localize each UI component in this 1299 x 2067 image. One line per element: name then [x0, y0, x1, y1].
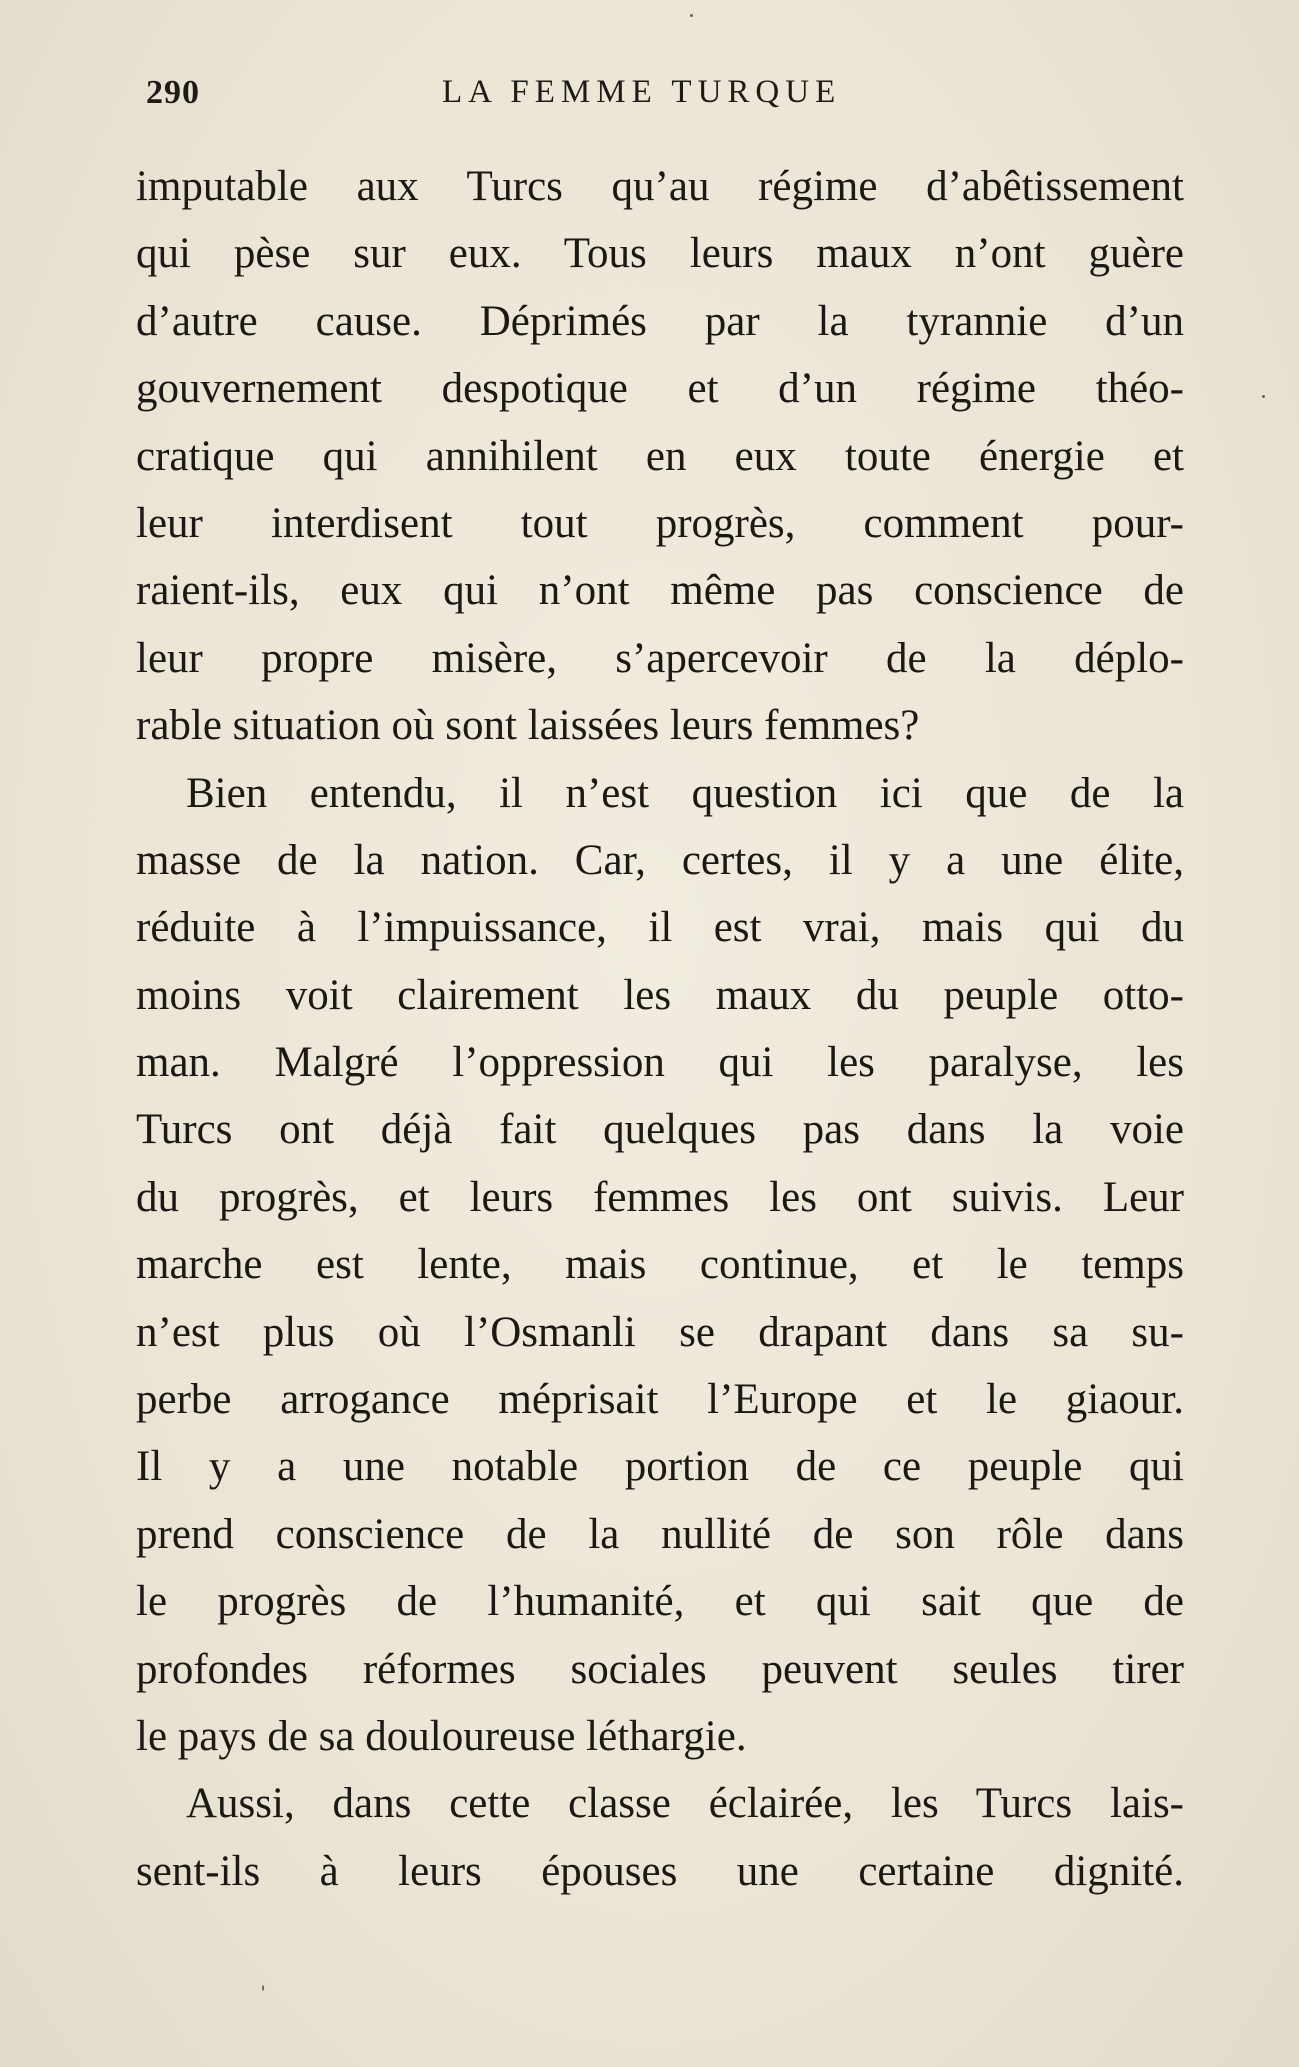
text-line: perbe arrogance méprisait l’Europe et le giaour.	[136, 1376, 1184, 1424]
text-line: prend conscience de la nullité de son rôle dans	[136, 1510, 1184, 1558]
running-title: LA FEMME TURQUE	[442, 74, 842, 110]
text-line: profondes réformes sociales peuvent seules tirer	[136, 1645, 1184, 1693]
text-line: gouvernement despotique et d’un régime théo-	[136, 365, 1184, 413]
paper-speck	[262, 1985, 264, 1991]
text-line: Aussi, dans cette classe éclairée, les Turcs lais-	[186, 1780, 1184, 1828]
text-line: moins voit clairement les maux du peuple otto-	[136, 971, 1184, 1019]
paper-speck	[690, 14, 693, 17]
text-line: marche est lente, mais continue, et le temps	[136, 1241, 1184, 1289]
text-line: imputable aux Turcs qu’au régime d’abêtissement	[136, 163, 1184, 210]
text-line: le pays de sa douloureuse léthargie.	[136, 1712, 747, 1760]
text-line: Turcs ont déjà fait quelques pas dans la voie	[136, 1106, 1184, 1154]
text-line: man. Malgré l’oppression qui les paralyse, les	[136, 1039, 1184, 1087]
paper-speck	[1262, 395, 1265, 398]
text-line: le progrès de l’humanité, et qui sait que de	[136, 1578, 1184, 1626]
text-line: leur interdisent tout progrès, comment pour-	[136, 499, 1184, 547]
text-line: d’autre cause. Déprimés par la tyrannie d’un	[136, 297, 1184, 345]
text-line: n’est plus où l’Osmanli se drapant dans sa su-	[136, 1308, 1184, 1356]
text-line: réduite à l’impuissance, il est vrai, mais qui du	[136, 904, 1184, 952]
text-line: masse de la nation. Car, certes, il y a une élite,	[136, 836, 1184, 884]
text-line: raient-ils, eux qui n’ont même pas conscience de	[136, 567, 1184, 615]
text-line: cratique qui annihilent en eux toute énergie et	[136, 432, 1184, 480]
text-line: rable situation où sont laissées leurs femmes?	[136, 702, 920, 750]
page-number: 290	[146, 74, 200, 111]
text-line: leur propre misère, s’apercevoir de la déplo-	[136, 634, 1184, 682]
text-line: qui pèse sur eux. Tous leurs maux n’ont guère	[136, 230, 1184, 278]
text-line: Bien entendu, il n’est question ici que de la	[186, 769, 1184, 817]
text-line: du progrès, et leurs femmes les ont suivis. Leur	[136, 1173, 1184, 1221]
running-header	[146, 74, 1183, 118]
body-text	[136, 153, 1184, 1905]
text-line: Il y a une notable portion de ce peuple qui	[136, 1443, 1184, 1491]
text-line: sent-ils à leurs épouses une certaine dignité.	[136, 1847, 1184, 1895]
